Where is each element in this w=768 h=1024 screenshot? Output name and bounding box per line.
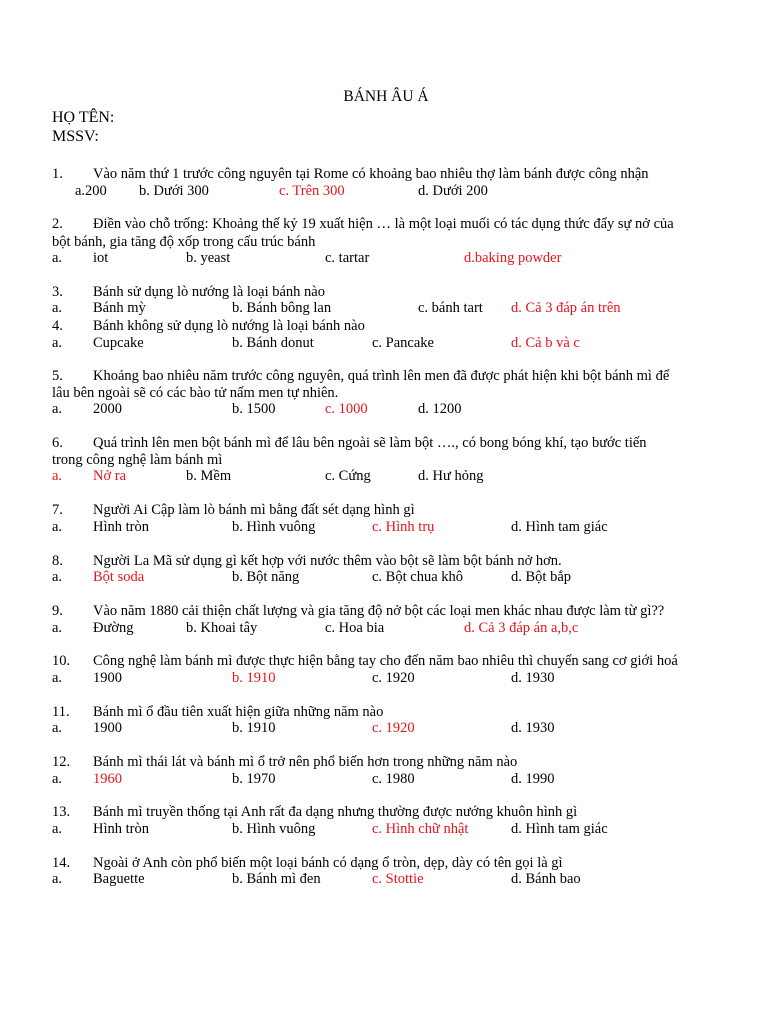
question-number: 1. xyxy=(52,166,63,182)
answer-option: b. Bánh mì đen xyxy=(232,871,321,887)
answer-option-correct: Bột soda xyxy=(93,569,145,585)
question-number: 13. xyxy=(52,804,71,820)
answer-option: b. yeast xyxy=(186,250,231,266)
answer-option: a. xyxy=(52,771,63,787)
answer-option: b. 1500 xyxy=(232,401,276,417)
answer-option: c. 1980 xyxy=(372,771,415,787)
answer-option: c. bánh tart xyxy=(418,300,483,316)
question-text: Bánh mì thái lát và bánh mì ổ trở nên phổ biến hơn trong những năm nào xyxy=(93,754,518,770)
answer-option-correct: b. 1910 xyxy=(232,670,276,686)
answer-option: d. 1990 xyxy=(511,771,555,787)
question-text: Khoảng bao nhiêu năm trước công nguyên, quá trình lên men đã được phát hiện khi bột bánh mì để xyxy=(93,368,670,384)
answer-option-correct: a. xyxy=(52,468,63,484)
answer-option: Đường xyxy=(93,620,134,636)
question-text: Bánh không sử dụng lò nướng là loại bánh nào xyxy=(93,318,365,334)
answer-option: 2000 xyxy=(93,401,122,417)
answer-option: c. Cứng xyxy=(325,468,371,484)
answer-option: a. xyxy=(52,300,63,316)
document-title: BÁNH ÂU Á xyxy=(343,88,429,105)
answer-option-correct: c. 1920 xyxy=(372,720,415,736)
student-id-label: MSSV: xyxy=(52,128,99,145)
answer-option: d. Bột bắp xyxy=(511,569,572,585)
answer-option: 1900 xyxy=(93,670,122,686)
question-number: 2. xyxy=(52,216,63,232)
question-text: Người Ai Cập làm lò bánh mì bằng đất sét dạng hình gì xyxy=(93,502,415,518)
answer-option-correct: d.baking powder xyxy=(464,250,562,266)
question-text: trong công nghệ làm bánh mì xyxy=(52,452,223,468)
answer-option: iot xyxy=(93,250,109,266)
answer-option: d. 1200 xyxy=(418,401,462,417)
question-number: 3. xyxy=(52,284,63,300)
answer-option: b. Bánh bông lan xyxy=(232,300,332,316)
answer-option: b. 1910 xyxy=(232,720,276,736)
answer-option-correct: Nở ra xyxy=(93,468,127,484)
question-text: Vào năm 1880 cải thiện chất lượng và gia tăng độ nở bột các loại men khác nhau được làm từ gì?? xyxy=(93,603,665,619)
answer-option-correct: d. Cả 3 đáp án a,b,c xyxy=(464,620,579,636)
answer-option: b. Mềm xyxy=(186,468,232,484)
answer-option: b. Bột năng xyxy=(232,569,300,585)
answer-option: a. xyxy=(52,720,63,736)
answer-option-correct: c. Hình chữ nhật xyxy=(372,821,469,837)
answer-option: c. Hoa bia xyxy=(325,620,385,636)
question-text: Quá trình lên men bột bánh mì để lâu bên ngoài sẽ làm bột …., có bong bóng khí, tạo bước tiến xyxy=(93,435,647,451)
answer-option: b. Khoai tây xyxy=(186,620,258,636)
answer-option: d. Bánh bao xyxy=(511,871,581,887)
answer-option: a. xyxy=(52,670,63,686)
answer-option: d. Hư hỏng xyxy=(418,468,484,484)
answer-option: a. xyxy=(52,519,63,535)
answer-option: c. tartar xyxy=(325,250,370,266)
answer-option: a. xyxy=(52,620,63,636)
answer-option-correct: c. Hình trụ xyxy=(372,519,435,535)
question-number: 12. xyxy=(52,754,71,770)
answer-option-correct: c. Trên 300 xyxy=(279,183,345,199)
question-text: Vào năm thứ 1 trước công nguyên tại Rome có khoảng bao nhiêu thợ làm bánh được công nhận xyxy=(93,166,649,182)
answer-option-correct: d. Cả 3 đáp án trên xyxy=(511,300,621,316)
answer-option: d. Hình tam giác xyxy=(511,519,608,535)
question-text: Bánh mì truyền thống tại Anh rất đa dạng nhưng thường được nướng khuôn hình gì xyxy=(93,804,578,820)
answer-option: d. 1930 xyxy=(511,670,555,686)
answer-option: b. Dưới 300 xyxy=(139,183,209,199)
answer-option: b. Hình vuông xyxy=(232,821,316,837)
question-text: Điền vào chỗ trống: Khoảng thế kỷ 19 xuất hiện … là một loại muối có tác dụng thức đẩy sự nở của xyxy=(93,216,674,232)
answer-option: a. xyxy=(52,401,63,417)
answer-option: Hình tròn xyxy=(93,821,149,837)
answer-option-correct: c. 1000 xyxy=(325,401,368,417)
question-text: Công nghệ làm bánh mì được thực hiện bằng tay cho đến năm bao nhiêu thì chuyển sang cơ giới hoá xyxy=(93,653,678,669)
question-number: 6. xyxy=(52,435,63,451)
answer-option: 1900 xyxy=(93,720,122,736)
answer-option: d. Dưới 200 xyxy=(418,183,488,199)
answer-option: a. xyxy=(52,821,63,837)
question-text: Bánh sử dụng lò nướng là loại bánh nào xyxy=(93,284,325,300)
question-number: 9. xyxy=(52,603,63,619)
answer-option: a. xyxy=(52,335,63,351)
name-label: HỌ TÊN: xyxy=(52,109,115,126)
answer-option: c. Bột chua khô xyxy=(372,569,464,585)
answer-option: d. 1930 xyxy=(511,720,555,736)
answer-option-correct: 1960 xyxy=(93,771,122,787)
question-number: 7. xyxy=(52,502,63,518)
question-number: 10. xyxy=(52,653,71,669)
answer-option: a.200 xyxy=(75,183,107,199)
answer-option: Hình tròn xyxy=(93,519,149,535)
answer-option: c. Pancake xyxy=(372,335,434,351)
question-number: 14. xyxy=(52,855,71,871)
question-text: Bánh mì ổ đầu tiên xuất hiện giữa những năm nào xyxy=(93,704,384,720)
answer-option-correct: d. Cả b và c xyxy=(511,335,580,351)
answer-option: a. xyxy=(52,250,63,266)
answer-option: Baguette xyxy=(93,871,145,887)
answer-option: d. Hình tam giác xyxy=(511,821,608,837)
answer-option: Bánh mỳ xyxy=(93,300,146,316)
answer-option: Cupcake xyxy=(93,335,144,351)
answer-option: a. xyxy=(52,569,63,585)
question-number: 8. xyxy=(52,553,63,569)
question-text: Ngoài ở Anh còn phổ biến một loại bánh có dạng ổ tròn, dẹp, dày có tên gọi là gì xyxy=(93,855,563,871)
question-number: 11. xyxy=(52,704,70,720)
answer-option: b. 1970 xyxy=(232,771,276,787)
question-text: bột bánh, gia tăng độ xốp trong cấu trúc bánh xyxy=(52,234,316,250)
question-number: 4. xyxy=(52,318,63,334)
answer-option: b. Bánh donut xyxy=(232,335,314,351)
answer-option: b. Hình vuông xyxy=(232,519,316,535)
answer-option: a. xyxy=(52,871,63,887)
question-text: lâu bên ngoài sẽ có các bào tử nấm men tự nhiên. xyxy=(52,385,339,401)
question-number: 5. xyxy=(52,368,63,384)
question-text: Người La Mã sử dụng gì kết hợp với nước thêm vào bột sẽ làm bột bánh nở hơn. xyxy=(93,553,562,569)
answer-option: c. 1920 xyxy=(372,670,415,686)
answer-option-correct: c. Stottie xyxy=(372,871,424,887)
